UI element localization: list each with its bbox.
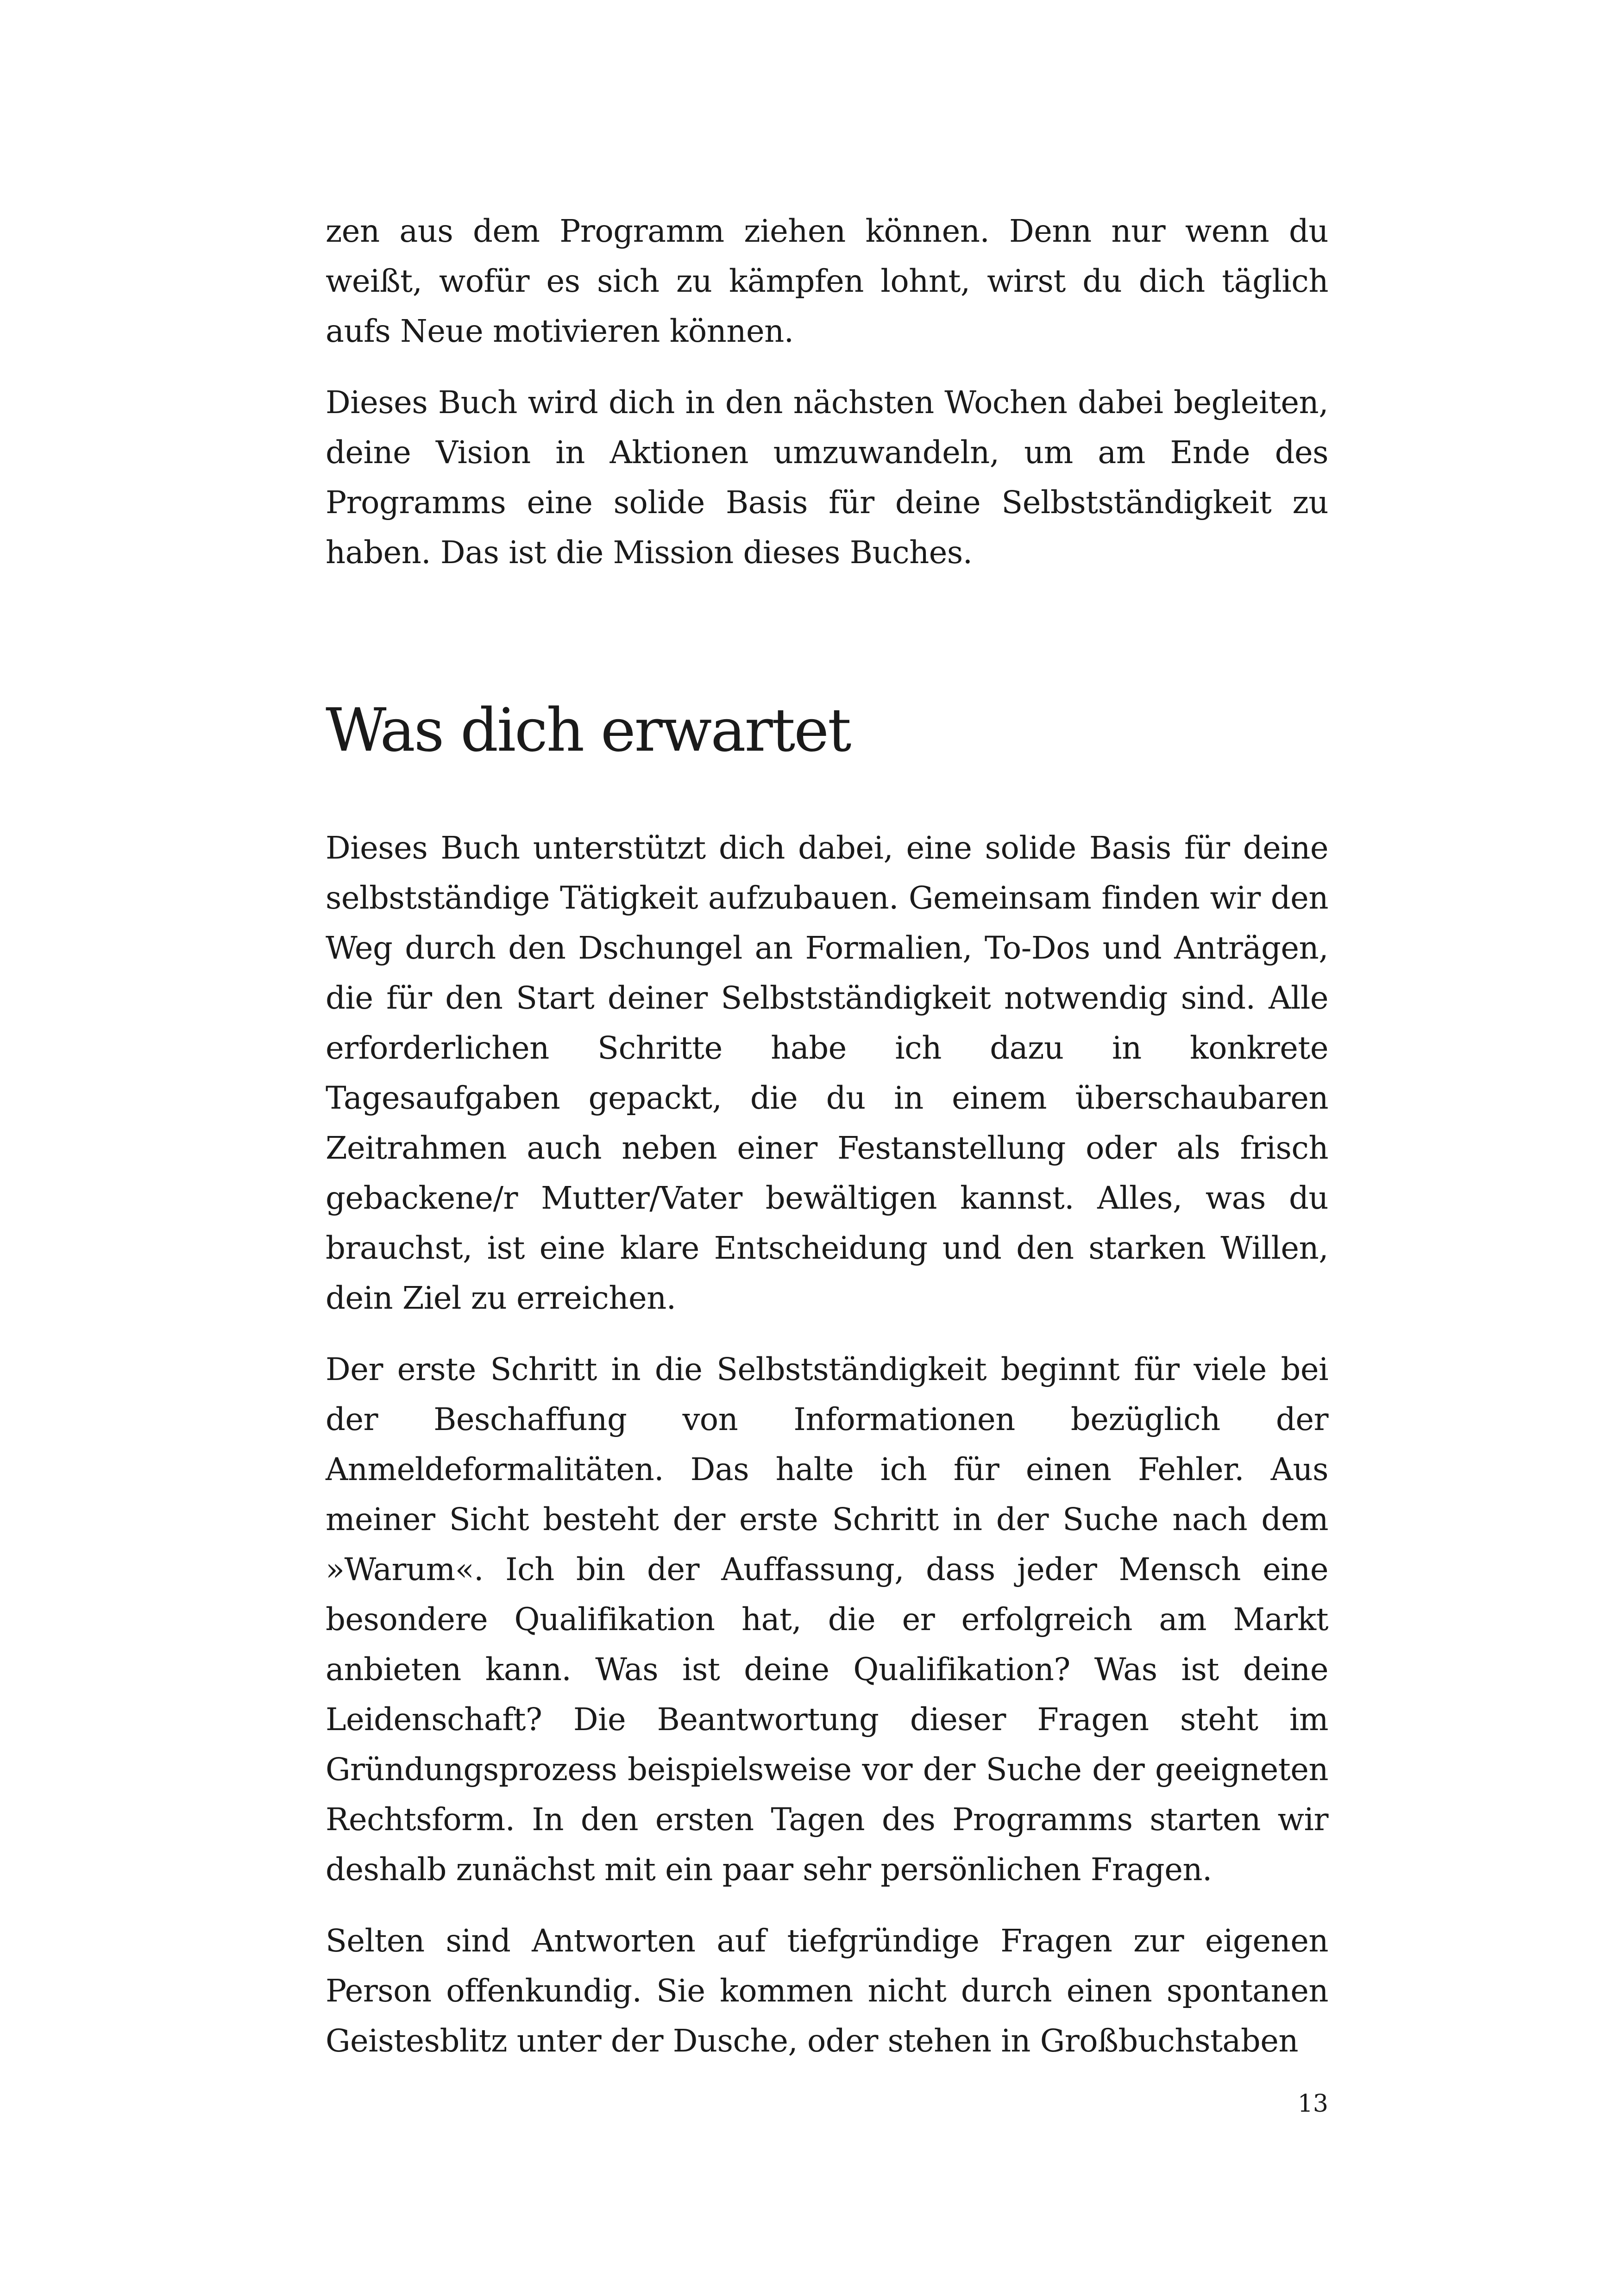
paragraph-4: Der erste Schritt in die Selbstständigkeit beginnt für viele bei der Beschaffung von Informationen bezüglich der Anmeldeformalitäten. Das halte ich für einen Fehler. Aus meiner Sicht besteht der erste Schritt in der Suche nach dem »Warum«. Ich bin der Auffassung, dass jeder Mensch eine besondere Qualifikation hat, die er erfolgreich am Markt anbieten kann. Was ist deine Qualifikation? Was ist deine Leidenschaft? Die Beantwortung dieser Fragen steht im Gründungsprozess beispielsweise vor der Suche der geeigneten Rechtsform. In den ersten Tagen des Programms starten wir deshalb zunächst mit ein paar sehr persönlichen Fragen. xyxy=(326,1351,1328,1888)
page-number: 13 xyxy=(1297,2090,1328,2118)
intro-text-block xyxy=(326,206,1328,577)
section-heading: Was dich erwartet xyxy=(326,696,850,765)
section-text-block xyxy=(326,823,1328,2066)
paragraph-3: Dieses Buch unterstützt dich dabei, eine solide Basis für deine selbstständige Tätigkeit aufzubauen. Gemeinsam finden wir den Weg durch den Dschungel an Formalien, To-Dos und Anträgen, die für den Start deiner Selbstständigkeit notwendig sind. Alle erforderlichen Schritte habe ich dazu in konkrete Tagesaufgaben gepackt, die du in einem überschaubaren Zeitrahmen auch neben einer Festanstellung oder als frisch gebackene/r Mutter/Vater bewältigen kannst. Alles, was du brauchst, ist eine klare Entscheidung und den starken Willen, dein Ziel zu erreichen. xyxy=(326,830,1328,1316)
paragraph-2: Dieses Buch wird dich in den nächsten Wochen dabei begleiten, deine Vision in Aktionen umzuwandeln, um am Ende des Programms eine solide Basis für deine Selbstständigkeit zu haben. Das ist die Mission dieses Buches. xyxy=(326,384,1328,571)
paragraph-1: zen aus dem Programm ziehen können. Denn nur wenn du weißt, wofür es sich zu kämpfen lohnt, wirst du dich täglich aufs Neue motivieren können. xyxy=(326,213,1328,349)
paragraph-5: Selten sind Antworten auf tiefgründige Fragen zur eigenen Person offenkundig. Sie kommen nicht durch einen spontanen Geistesblitz unter der Dusche, oder stehen in Großbuchstaben xyxy=(326,1923,1328,2059)
